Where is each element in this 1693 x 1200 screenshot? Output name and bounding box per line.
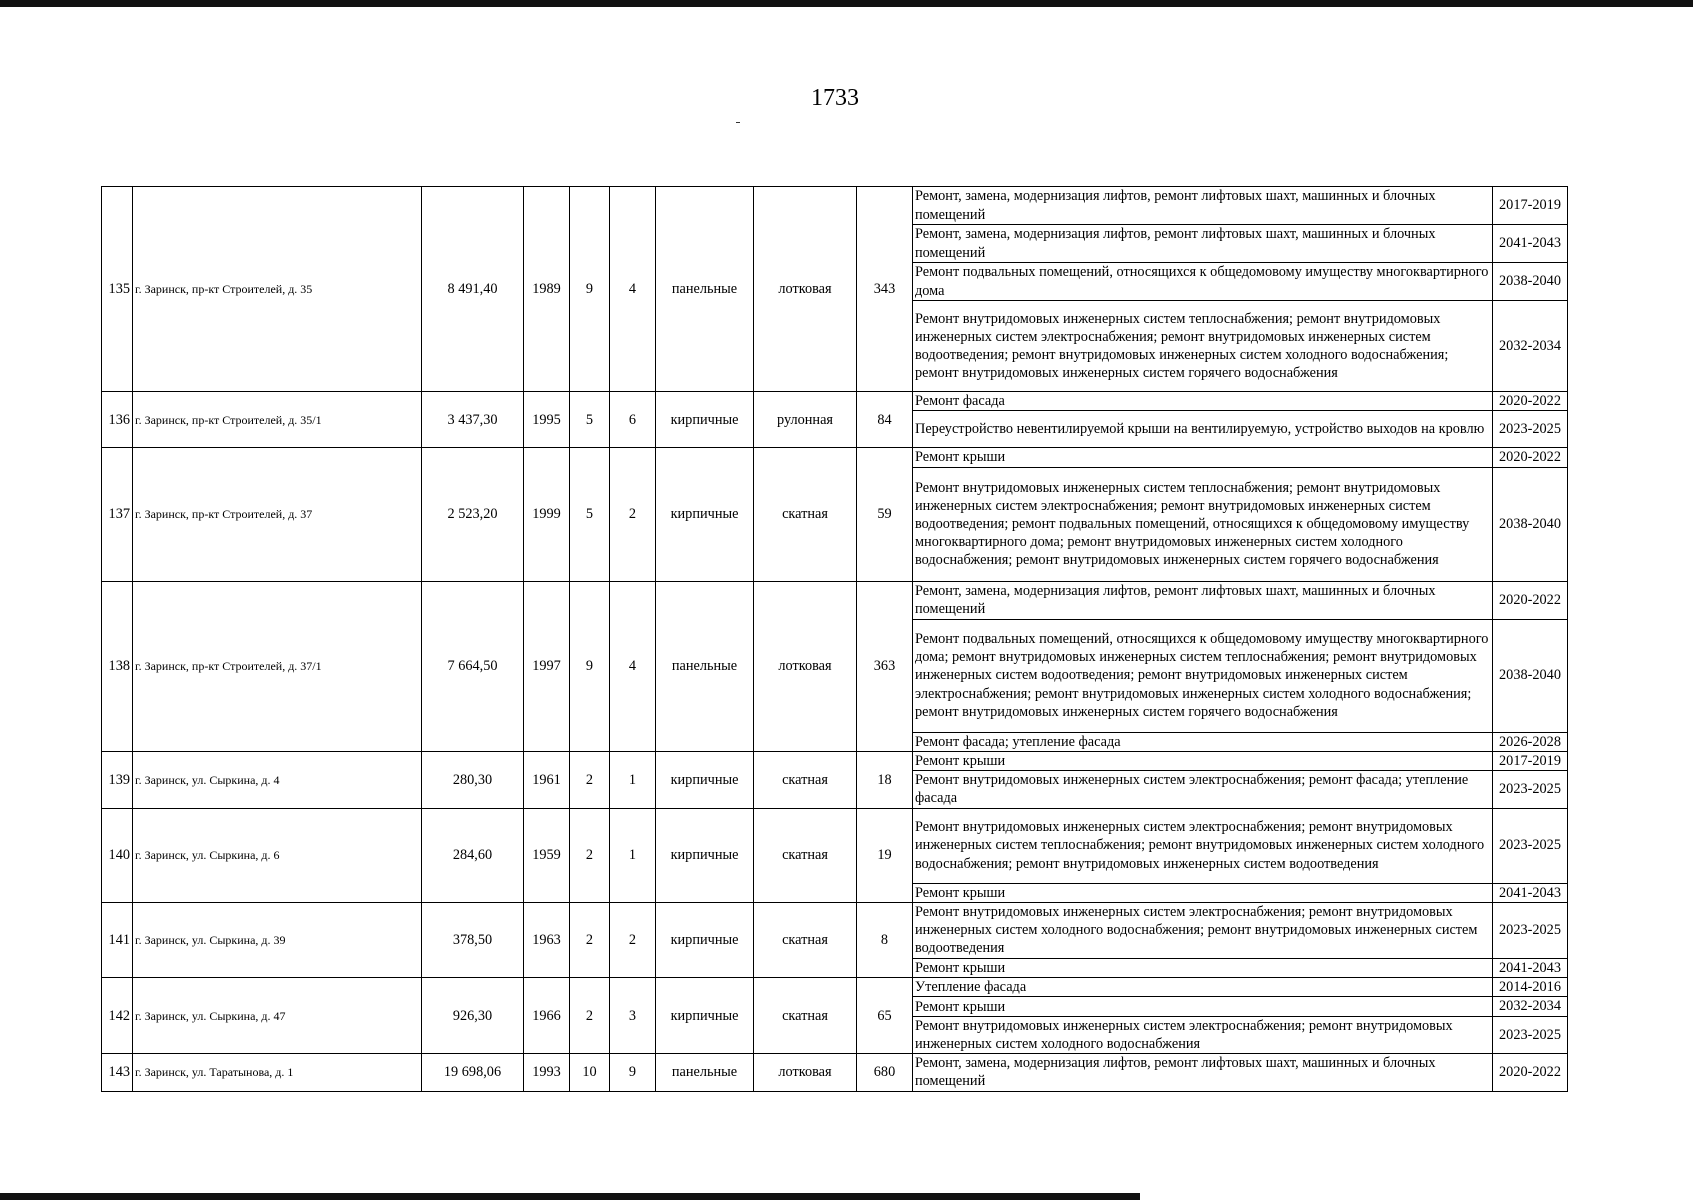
wall-material: кирпичные bbox=[656, 448, 754, 581]
work-period: 2017-2019 bbox=[1493, 187, 1568, 225]
house-number: 140 bbox=[102, 808, 133, 902]
commissioning-year: 1989 bbox=[524, 187, 570, 392]
work-description: Ремонт крыши bbox=[913, 997, 1493, 1016]
work-description: Ремонт фасада bbox=[913, 392, 1493, 411]
work-period: 2038-2040 bbox=[1493, 467, 1568, 581]
commissioning-year: 1993 bbox=[524, 1054, 570, 1091]
commissioning-year: 1997 bbox=[524, 581, 570, 751]
roof-type: лотковая bbox=[754, 187, 857, 392]
work-description: Утепление фасада bbox=[913, 978, 1493, 997]
work-period: 2032-2034 bbox=[1493, 301, 1568, 392]
page-number: 1733 bbox=[811, 85, 859, 111]
table-row bbox=[102, 978, 1568, 997]
entrances-count: 1 bbox=[610, 808, 656, 902]
work-period: 2020-2022 bbox=[1493, 581, 1568, 619]
house-area: 280,30 bbox=[422, 751, 524, 808]
table-row bbox=[102, 751, 1568, 770]
entrances-count: 4 bbox=[610, 581, 656, 751]
wall-material: кирпичные bbox=[656, 902, 754, 977]
residents-count: 343 bbox=[857, 187, 913, 392]
work-description: Переустройство невентилируемой крыши на вентилируемую, устройство выходов на кровлю bbox=[913, 411, 1493, 448]
work-description: Ремонт крыши bbox=[913, 448, 1493, 467]
table-row bbox=[102, 392, 1568, 411]
roof-type: скатная bbox=[754, 808, 857, 902]
work-period: 2041-2043 bbox=[1493, 225, 1568, 263]
work-description: Ремонт крыши bbox=[913, 958, 1493, 977]
floors-count: 5 bbox=[570, 392, 610, 448]
house-number: 143 bbox=[102, 1054, 133, 1091]
residents-count: 84 bbox=[857, 392, 913, 448]
residents-count: 19 bbox=[857, 808, 913, 902]
house-number: 137 bbox=[102, 448, 133, 581]
residents-count: 8 bbox=[857, 902, 913, 977]
house-address: г. Заринск, ул. Сыркина, д. 39 bbox=[133, 902, 422, 977]
work-description: Ремонт внутридомовых инженерных систем электроснабжения; ремонт фасада; утепление фасада bbox=[913, 771, 1493, 808]
house-number: 135 bbox=[102, 187, 133, 392]
table-row bbox=[102, 581, 1568, 619]
commissioning-year: 1999 bbox=[524, 448, 570, 581]
house-area: 284,60 bbox=[422, 808, 524, 902]
work-period: 2026-2028 bbox=[1493, 732, 1568, 751]
house-number: 142 bbox=[102, 978, 133, 1054]
wall-material: кирпичные bbox=[656, 978, 754, 1054]
scan-bottom-edge bbox=[0, 1193, 1140, 1200]
house-number: 138 bbox=[102, 581, 133, 751]
roof-type: скатная bbox=[754, 978, 857, 1054]
work-description: Ремонт, замена, модернизация лифтов, ремонт лифтовых шахт, машинных и блочных помещений bbox=[913, 1054, 1493, 1091]
house-area: 7 664,50 bbox=[422, 581, 524, 751]
floors-count: 9 bbox=[570, 187, 610, 392]
work-description: Ремонт внутридомовых инженерных систем электроснабжения; ремонт внутридомовых инженерных систем теплоснабжения; ремонт внутридомовых инженерных систем холодного водоснабжения; ремонт внутридомовых инженерных систем водоотведения bbox=[913, 808, 1493, 883]
capital-repair-schedule-table bbox=[101, 186, 1568, 1092]
work-period: 2038-2040 bbox=[1493, 263, 1568, 301]
residents-count: 680 bbox=[857, 1054, 913, 1091]
scan-top-edge bbox=[0, 0, 1693, 7]
table-row bbox=[102, 902, 1568, 958]
house-area: 2 523,20 bbox=[422, 448, 524, 581]
floors-count: 9 bbox=[570, 581, 610, 751]
work-period: 2014-2016 bbox=[1493, 978, 1568, 997]
work-description: Ремонт, замена, модернизация лифтов, ремонт лифтовых шахт, машинных и блочных помещений bbox=[913, 187, 1493, 225]
table-row bbox=[102, 808, 1568, 883]
commissioning-year: 1963 bbox=[524, 902, 570, 977]
work-period: 2020-2022 bbox=[1493, 1054, 1568, 1091]
work-description: Ремонт подвальных помещений, относящихся к общедомовому имуществу многоквартирного дома; ремонт внутридомовых инженерных систем теплоснабжения; ремонт внутридомовых инженерных систем водоотведения; ремонт внутридомовых инженерных систем электроснабжения; ремонт внутридомовых инженерных систем холодного водоснабжения; ремонт внутридомовых инженерных систем горячего водоснабжения bbox=[913, 619, 1493, 732]
house-area: 926,30 bbox=[422, 978, 524, 1054]
house-area: 19 698,06 bbox=[422, 1054, 524, 1091]
roof-type: скатная bbox=[754, 448, 857, 581]
residents-count: 363 bbox=[857, 581, 913, 751]
commissioning-year: 1995 bbox=[524, 392, 570, 448]
wall-material: панельные bbox=[656, 581, 754, 751]
entrances-count: 2 bbox=[610, 448, 656, 581]
work-description: Ремонт внутридомовых инженерных систем электроснабжения; ремонт внутридомовых инженерных систем холодного водоснабжения; ремонт внутридомовых инженерных систем водоотведения bbox=[913, 902, 1493, 958]
floors-count: 2 bbox=[570, 751, 610, 808]
house-area: 3 437,30 bbox=[422, 392, 524, 448]
entrances-count: 2 bbox=[610, 902, 656, 977]
work-period: 2041-2043 bbox=[1493, 958, 1568, 977]
work-period: 2023-2025 bbox=[1493, 808, 1568, 883]
wall-material: панельные bbox=[656, 187, 754, 392]
work-description: Ремонт крыши bbox=[913, 751, 1493, 770]
house-address: г. Заринск, ул. Сыркина, д. 6 bbox=[133, 808, 422, 902]
table-row bbox=[102, 187, 1568, 225]
floors-count: 5 bbox=[570, 448, 610, 581]
roof-type: рулонная bbox=[754, 392, 857, 448]
entrances-count: 4 bbox=[610, 187, 656, 392]
floors-count: 2 bbox=[570, 902, 610, 977]
work-period: 2023-2025 bbox=[1493, 1016, 1568, 1053]
commissioning-year: 1961 bbox=[524, 751, 570, 808]
entrances-count: 9 bbox=[610, 1054, 656, 1091]
work-description: Ремонт подвальных помещений, относящихся к общедомовому имуществу многоквартирного дома bbox=[913, 263, 1493, 301]
floors-count: 10 bbox=[570, 1054, 610, 1091]
house-address: г. Заринск, пр-кт Строителей, д. 35 bbox=[133, 187, 422, 392]
house-area: 378,50 bbox=[422, 902, 524, 977]
house-address: г. Заринск, ул. Таратынова, д. 1 bbox=[133, 1054, 422, 1091]
table-row bbox=[102, 448, 1568, 467]
work-description: Ремонт внутридомовых инженерных систем теплоснабжения; ремонт внутридомовых инженерных систем электроснабжения; ремонт внутридомовых инженерных систем водоотведения; ремонт внутридомовых инженерных систем холодного водоснабжения; ремонт внутридомовых инженерных систем горячего водоснабжения bbox=[913, 301, 1493, 392]
entrances-count: 6 bbox=[610, 392, 656, 448]
floors-count: 2 bbox=[570, 808, 610, 902]
work-description: Ремонт внутридомовых инженерных систем электроснабжения; ремонт внутридомовых инженерных систем холодного водоснабжения bbox=[913, 1016, 1493, 1053]
work-period: 2041-2043 bbox=[1493, 883, 1568, 902]
residents-count: 65 bbox=[857, 978, 913, 1054]
wall-material: кирпичные bbox=[656, 392, 754, 448]
roof-type: лотковая bbox=[754, 1054, 857, 1091]
work-period: 2032-2034 bbox=[1493, 997, 1568, 1016]
floors-count: 2 bbox=[570, 978, 610, 1054]
wall-material: кирпичные bbox=[656, 751, 754, 808]
residents-count: 18 bbox=[857, 751, 913, 808]
roof-type: скатная bbox=[754, 751, 857, 808]
work-description: Ремонт внутридомовых инженерных систем теплоснабжения; ремонт внутридомовых инженерных систем электроснабжения; ремонт внутридомовых инженерных систем водоотведения; ремонт подвальных помещений, относящихся к общедомовому имуществу многоквартирного дома; ремонт внутридомовых инженерных систем холодного водоснабжения; ремонт внутридомовых инженерных систем горячего водоснабжения bbox=[913, 467, 1493, 581]
work-period: 2023-2025 bbox=[1493, 771, 1568, 808]
house-address: г. Заринск, ул. Сыркина, д. 47 bbox=[133, 978, 422, 1054]
commissioning-year: 1959 bbox=[524, 808, 570, 902]
table-row bbox=[102, 1054, 1568, 1091]
roof-type: скатная bbox=[754, 902, 857, 977]
house-address: г. Заринск, ул. Сыркина, д. 4 bbox=[133, 751, 422, 808]
scan-speck bbox=[736, 122, 740, 123]
work-period: 2038-2040 bbox=[1493, 619, 1568, 732]
entrances-count: 3 bbox=[610, 978, 656, 1054]
house-address: г. Заринск, пр-кт Строителей, д. 35/1 bbox=[133, 392, 422, 448]
work-description: Ремонт, замена, модернизация лифтов, ремонт лифтовых шахт, машинных и блочных помещений bbox=[913, 581, 1493, 619]
residents-count: 59 bbox=[857, 448, 913, 581]
wall-material: панельные bbox=[656, 1054, 754, 1091]
work-description: Ремонт крыши bbox=[913, 883, 1493, 902]
work-description: Ремонт, замена, модернизация лифтов, ремонт лифтовых шахт, машинных и блочных помещений bbox=[913, 225, 1493, 263]
wall-material: кирпичные bbox=[656, 808, 754, 902]
commissioning-year: 1966 bbox=[524, 978, 570, 1054]
table-body bbox=[102, 187, 1568, 1092]
house-area: 8 491,40 bbox=[422, 187, 524, 392]
work-period: 2020-2022 bbox=[1493, 448, 1568, 467]
work-period: 2020-2022 bbox=[1493, 392, 1568, 411]
work-description: Ремонт фасада; утепление фасада bbox=[913, 732, 1493, 751]
roof-type: лотковая bbox=[754, 581, 857, 751]
house-number: 141 bbox=[102, 902, 133, 977]
work-period: 2017-2019 bbox=[1493, 751, 1568, 770]
house-number: 139 bbox=[102, 751, 133, 808]
house-number: 136 bbox=[102, 392, 133, 448]
house-address: г. Заринск, пр-кт Строителей, д. 37 bbox=[133, 448, 422, 581]
entrances-count: 1 bbox=[610, 751, 656, 808]
house-address: г. Заринск, пр-кт Строителей, д. 37/1 bbox=[133, 581, 422, 751]
work-period: 2023-2025 bbox=[1493, 902, 1568, 958]
work-period: 2023-2025 bbox=[1493, 411, 1568, 448]
